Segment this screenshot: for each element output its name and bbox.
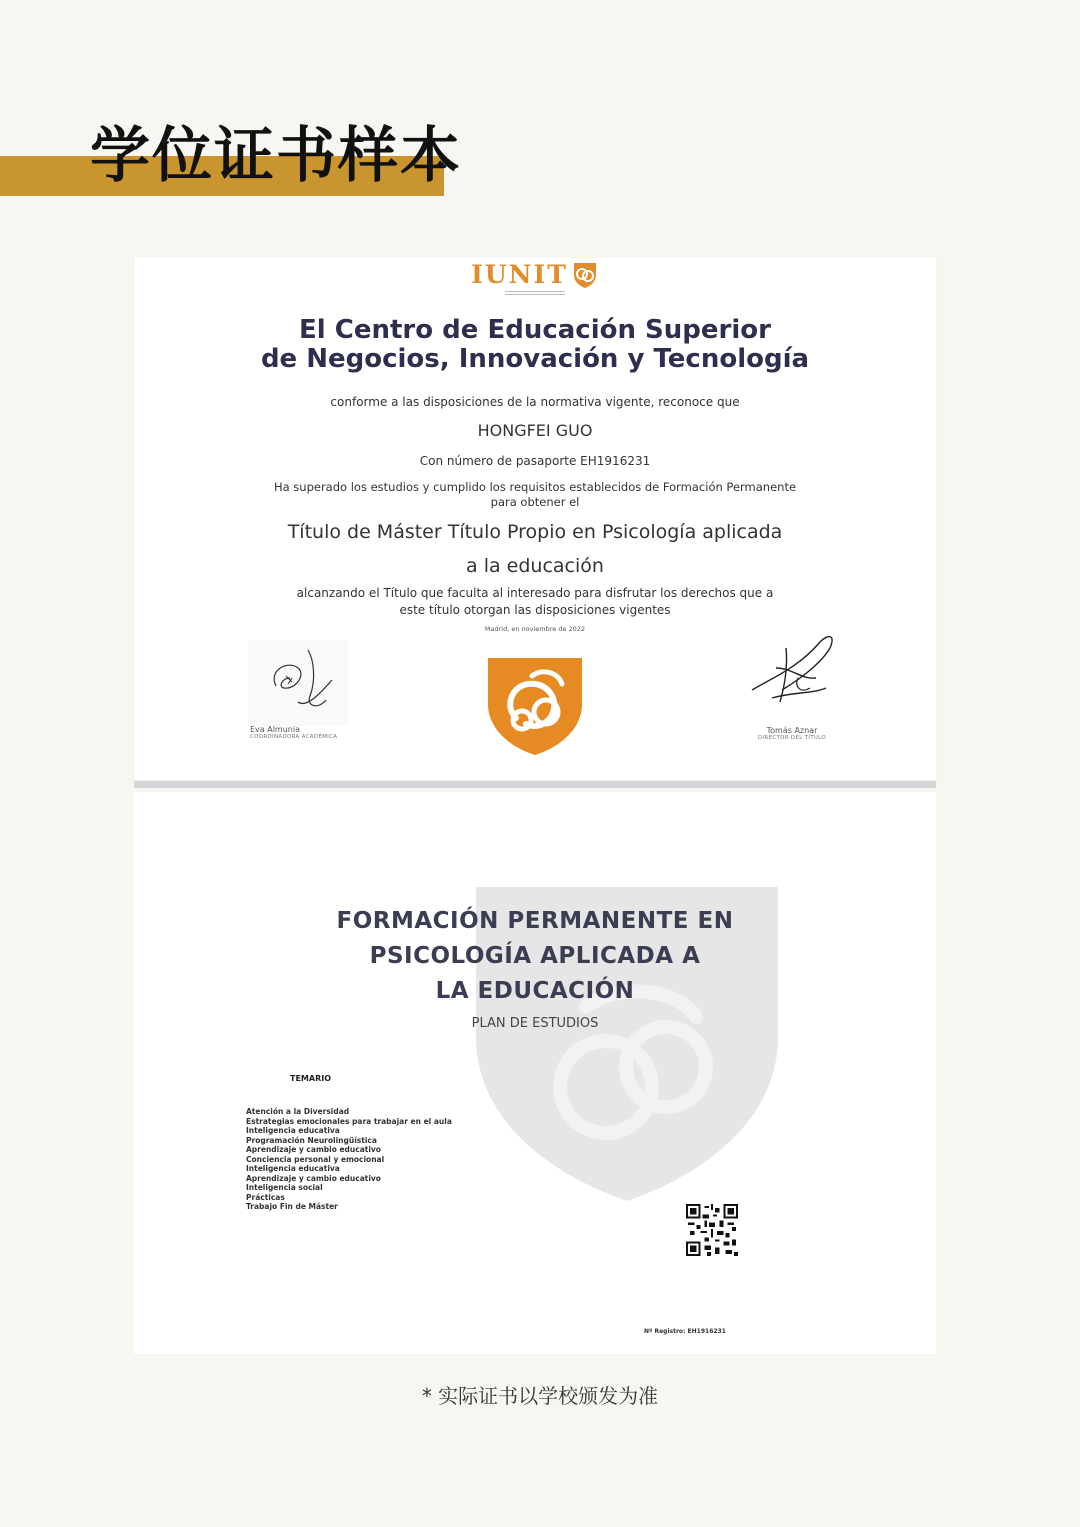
- program-title: [134, 904, 936, 1009]
- topic-item: Inteligencia social: [246, 1183, 323, 1192]
- handwritten-signature-left: [248, 640, 348, 726]
- topic-item: Aprendizaje y cambio educativo: [246, 1173, 381, 1183]
- intro-text: conforme a las disposiciones de la normativa vigente, reconoce que: [330, 395, 740, 409]
- topic-item: Inteligencia educativa: [246, 1164, 340, 1173]
- page-title: 学位证书样本: [90, 121, 462, 191]
- signatory-left-name: Eva Almunia: [250, 725, 300, 734]
- certificate-front: [134, 258, 936, 780]
- student-name: HONGFEI GUO: [477, 421, 593, 440]
- passport-text: Con número de pasaporte EH1916231: [419, 454, 651, 468]
- signatory-left: [250, 725, 337, 740]
- studies-line-1: Ha superado los estudios y cumplido los requisitos establecidos de Formación Permanente: [273, 480, 797, 494]
- signatory-right-role: DIRECTOR DEL TÍTULO: [757, 735, 827, 741]
- topic-item: Atención a la Diversidad: [246, 1107, 350, 1116]
- topic-item: Prácticas: [246, 1192, 285, 1202]
- brand-shield-icon: [571, 261, 599, 289]
- qr-code-icon[interactable]: [686, 1204, 738, 1256]
- studies-line-2: para obtener el: [490, 495, 580, 509]
- signature-left: [248, 640, 348, 730]
- topic-item: Estrategias emocionales para trabajar en el aula: [246, 1116, 452, 1126]
- temario-heading: TEMARIO: [290, 1074, 332, 1083]
- handwritten-signature-right: [742, 628, 842, 718]
- program-title-line-1: FORMACIÓN PERMANENTE EN: [336, 908, 734, 934]
- topic-item: Trabajo Fin de Máster: [246, 1202, 338, 1211]
- iunit-logo: [134, 258, 936, 298]
- degree-line-2: a la educación: [466, 555, 604, 577]
- degree-line-1: Título de Máster Título Propio en Psicología aplicada: [287, 521, 783, 543]
- program-title-line-3: LA EDUCACIÓN: [435, 978, 635, 1004]
- topic-item: Programación Neurolingüística: [246, 1135, 377, 1145]
- signatory-right-name: Tomás Aznar: [766, 726, 818, 735]
- signatory-left-role: COORDINADORA ACADÉMICA: [250, 734, 338, 740]
- rights-line-1: alcanzando el Título que faculta al interesado para disfrutar los derechos que a: [296, 586, 774, 600]
- signature-right: [742, 628, 842, 722]
- plan-subtitle: PLAN DE ESTUDIOS: [471, 1016, 599, 1031]
- institution-shield-icon: [486, 656, 584, 756]
- institution-line-2: de Negocios, Innovación y Tecnología: [260, 344, 810, 374]
- institution-name: [134, 316, 936, 374]
- institution-line-1: El Centro de Educación Superior: [299, 315, 771, 345]
- signatory-right: [750, 726, 834, 741]
- rights-line-2: este título otorgan las disposiciones vigentes: [399, 603, 671, 617]
- registration-number: Nº Registro: EH1916231: [644, 1328, 726, 1335]
- certificate-back: [134, 792, 936, 1354]
- program-title-line-2: PSICOLOGÍA APLICADA A: [369, 943, 701, 969]
- topic-list: [246, 1107, 452, 1212]
- certificate-divider: [134, 781, 936, 788]
- brand-name: IUNIT: [471, 260, 568, 289]
- place-date: Madrid, en noviembre de 2022: [484, 625, 586, 633]
- footnote: * 实际证书以学校颁发为准: [421, 1384, 659, 1408]
- topic-item: Inteligencia educativa: [246, 1126, 340, 1135]
- topic-item: Conciencia personal y emocional: [246, 1154, 385, 1164]
- topic-item: Aprendizaje y cambio educativo: [246, 1145, 381, 1154]
